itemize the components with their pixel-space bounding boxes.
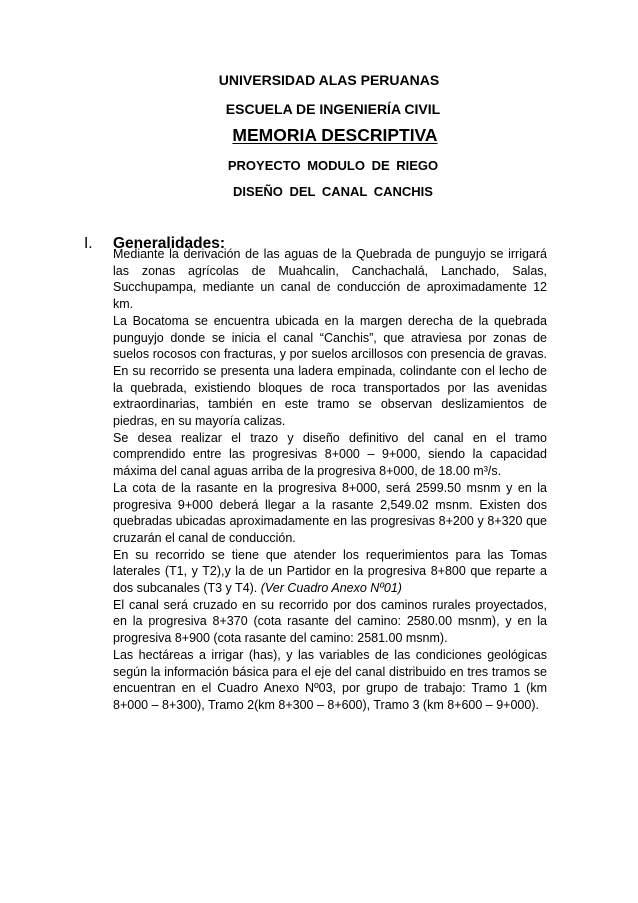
school-name: ESCUELA DE INGENIERÍA CIVIL bbox=[225, 101, 441, 117]
paragraph-2: La Bocatoma se encuentra ubicada en la margen derecha de la quebrada punguyjo donde se inicia el canal “Canchis”, que atraviesa por zonas de suelos rocosos con fracturas, y por suelos arcillosos con presencia de gravas. En su recorrido se presenta una ladera empinada, colindante con el lecho de la quebrada, existiendo bloques de roca transportados por las avenidas extraordinarias, también en este tramo se observan deslizamientos de piedras, en su mayoría calizas. bbox=[113, 313, 547, 429]
section-title: Generalidades: bbox=[113, 235, 225, 252]
section-number: I. bbox=[84, 235, 93, 252]
paragraph-6: El canal será cruzado en su recorrido por dos caminos rurales proyectados, en la progresiva 8+370 (cota rasante del camino: 2580.00 msnm), y en la progresiva 8+900 (cota rasante del camino: 2581.00 msnm). bbox=[113, 597, 547, 646]
paragraph-7: Las hectáreas a irrigar (has), y las variables de las condiciones geológicas según la información básica para el eje del canal distribuido en tres tramos se encuentran en el Cuadro Anexo Nº03, por grupo de trabajo: Tramo 1 (km 8+000 – 8+300), Tramo 2(km 8+300 – 8+600), Tramo 3 (km 8+600 – 9+000). bbox=[113, 647, 547, 712]
design-title: DISEÑO DEL CANAL CANCHIS bbox=[233, 184, 433, 199]
project-title: PROYECTO MODULO DE RIEGO bbox=[227, 158, 439, 173]
document-body bbox=[113, 246, 547, 714]
paragraph-5-text: En su recorrido se tiene que atender los requerimientos para las Tomas laterales (T1, y T2),y la de un Partidor en la progresiva 8+800 que reparte a dos subcanales (T3 y T4). bbox=[113, 547, 547, 596]
university-name: UNIVERSIDAD ALAS PERUANAS bbox=[218, 72, 440, 88]
paragraph-1: Mediante la derivación de las aguas de la Quebrada de punguyjo se irrigará las zonas agrícolas de Muahcalin, Canchachalá, Lanchado, Salas, Succhupampa, mediante un canal de conducción de aproximadamente 12 km. bbox=[113, 247, 547, 312]
paragraph-5 bbox=[113, 547, 547, 597]
annex-reference: (Ver Cuadro Anexo Nº01) bbox=[260, 581, 402, 596]
paragraph-3: Se desea realizar el trazo y diseño definitivo del canal en el tramo comprendido entre las progresivas 8+000 – 9+000, siendo la capacidad máxima del canal aguas arriba de la progresiva 8+000, de 18.00 m³/s. bbox=[113, 430, 547, 479]
document-title: MEMORIA DESCRIPTIVA bbox=[232, 125, 438, 145]
paragraph-4: La cota de la rasante en la progresiva 8+000, será 2599.50 msnm y en la progresiva 9+000 deberá llegar a la rasante 2,549.02 msnm. Existen dos quebradas ubicadas aproximadamente en las progresivas 8+200 y 8+320 que cruzarán el canal de conducción. bbox=[113, 480, 547, 545]
